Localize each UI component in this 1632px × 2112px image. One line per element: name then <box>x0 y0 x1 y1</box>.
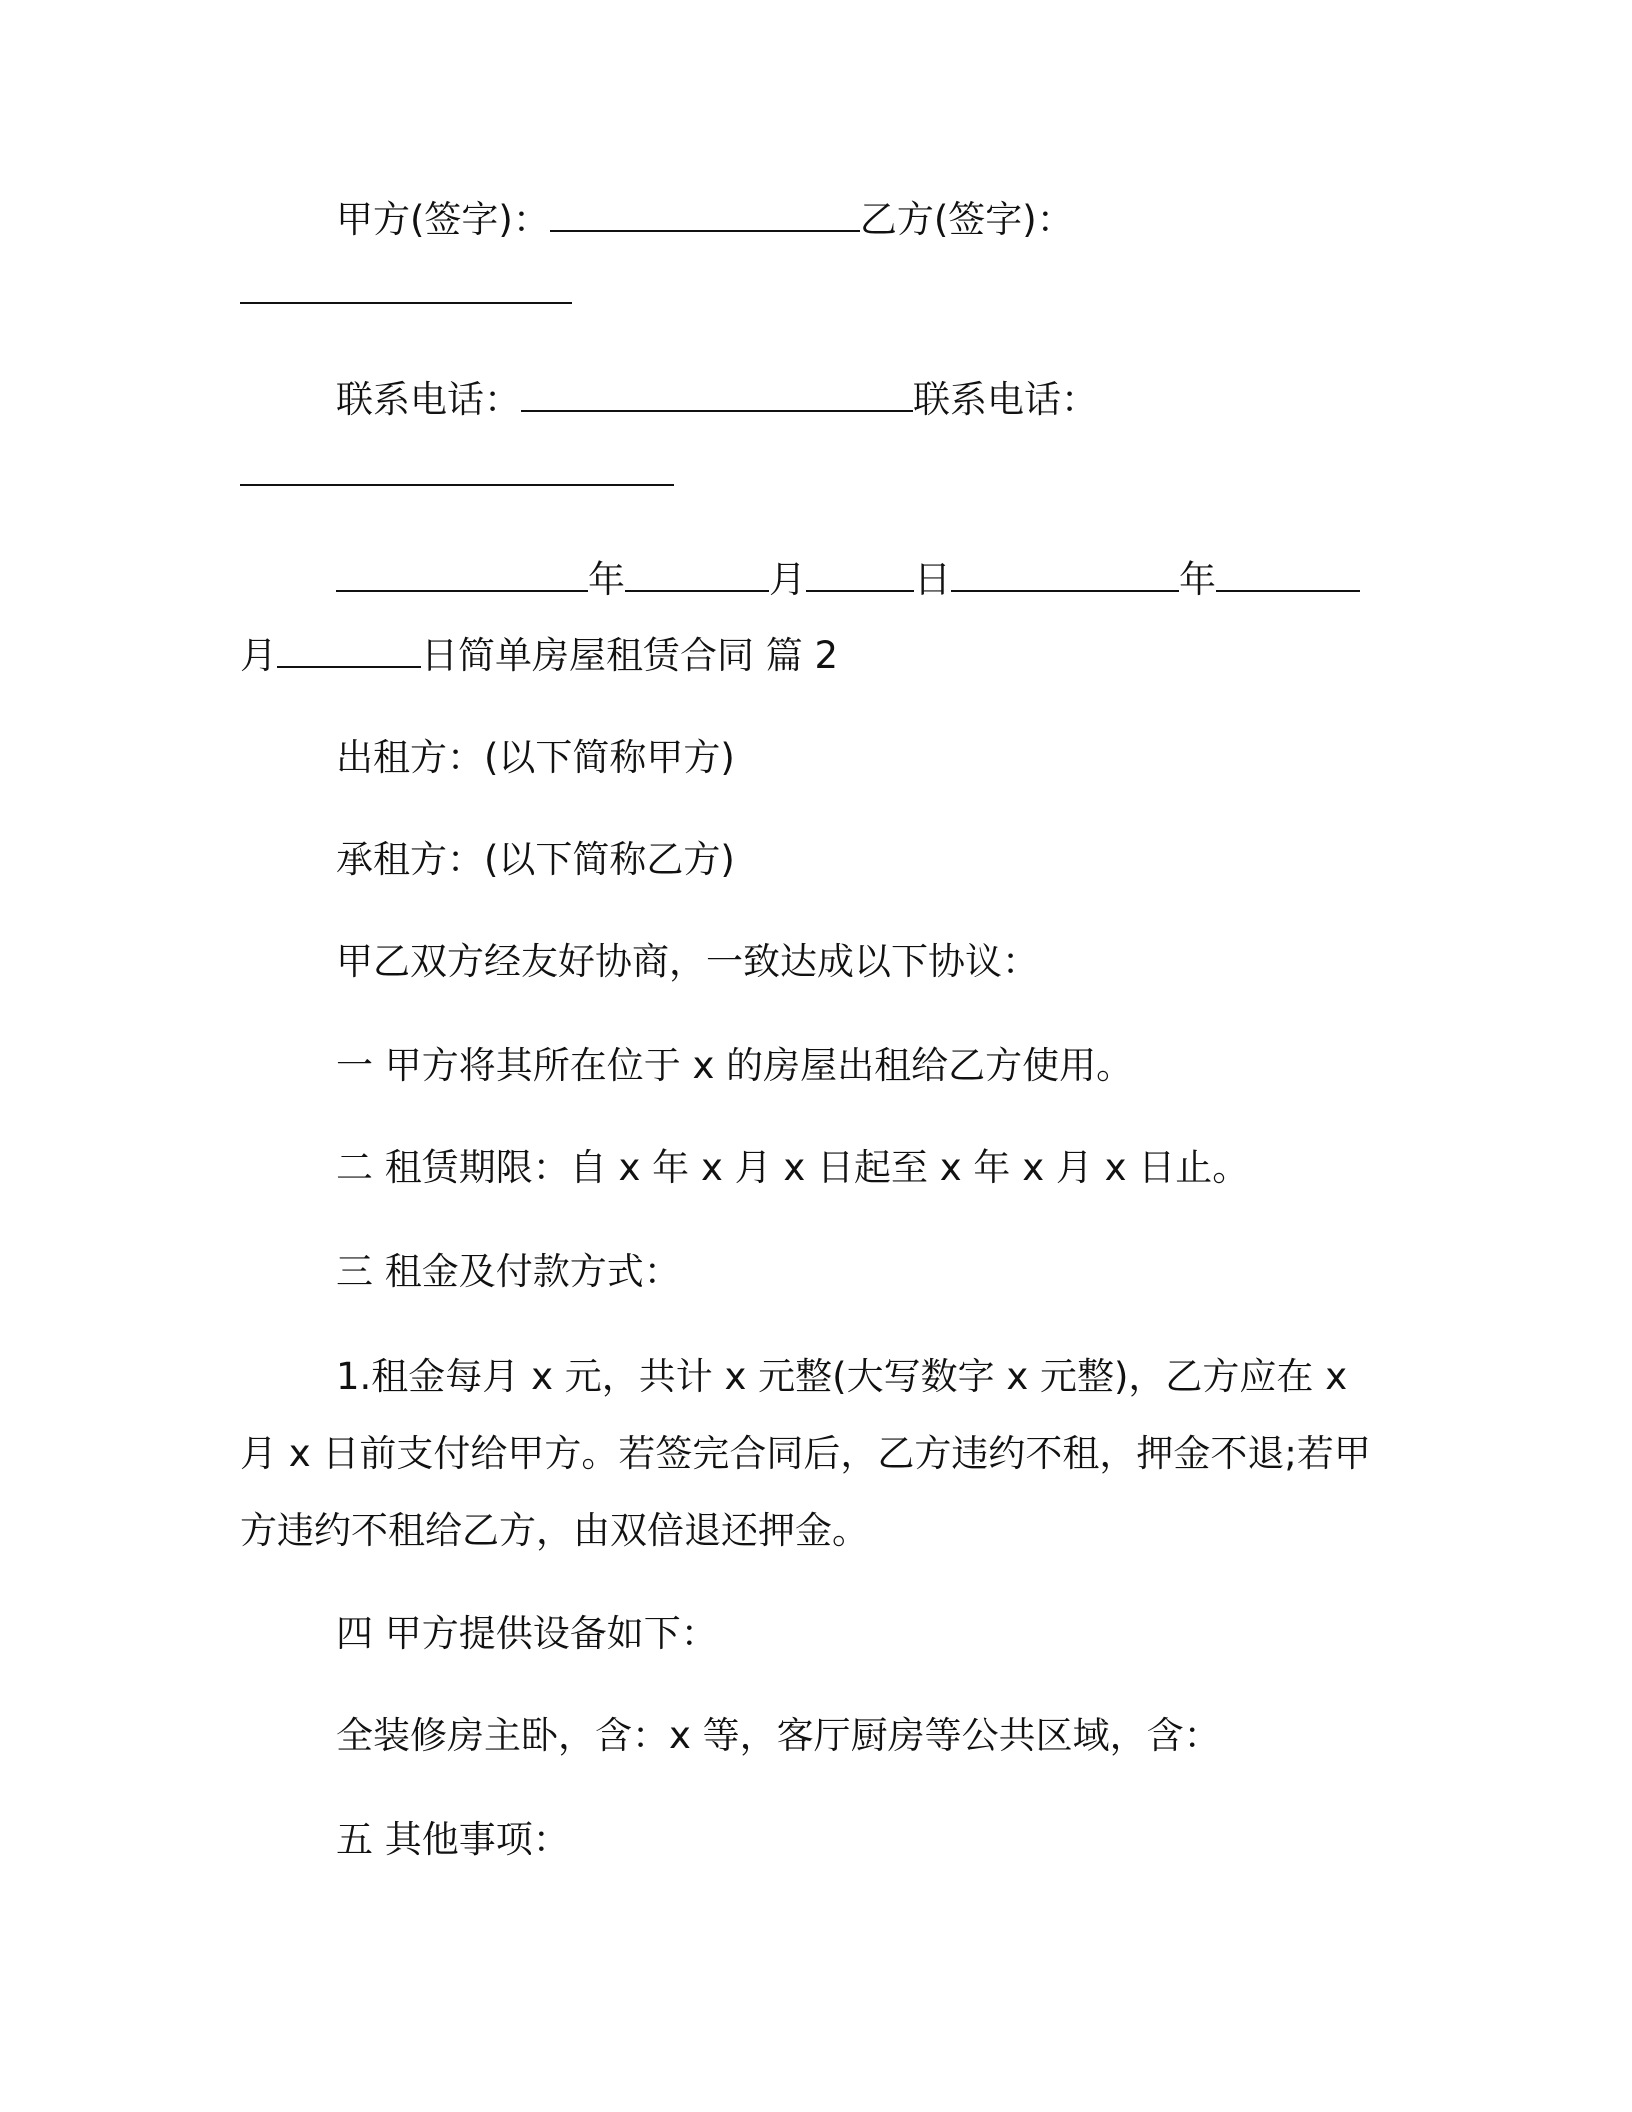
day-blank-b <box>277 632 421 668</box>
year-blank-a <box>336 556 588 592</box>
party-a-phone-label: 联系电话： <box>336 378 521 421</box>
day-label-a: 日 <box>914 558 951 601</box>
party-a-sign-label: 甲方(签字)： <box>336 198 550 241</box>
intro-line: 甲乙双方经友好协商，一致达成以下协议： <box>336 940 1039 983</box>
year-label-a: 年 <box>588 558 625 601</box>
party-b-sign-blank <box>240 268 572 304</box>
clause-1: 一 甲方将其所在位于 x 的房屋出租给乙方使用。 <box>336 1044 1134 1087</box>
year-blank-b <box>951 556 1179 592</box>
day-label-b: 日 <box>421 634 458 677</box>
equipment-line: 全装修房主卧，含：x 等，客厅厨房等公共区域，含： <box>336 1714 1221 1757</box>
clause-2: 二 租赁期限：自 x 年 x 月 x 日起至 x 年 x 月 x 日止。 <box>336 1146 1250 1189</box>
date-line <box>240 556 1476 604</box>
month-blank-a <box>625 556 769 592</box>
phone-line-cont <box>240 450 1380 498</box>
month-label-b: 月 <box>240 634 277 677</box>
clause-3-1: 1.租金每月 x 元，共计 x 元整(大写数字 x 元整)，乙方应在 x 月 x 日前支付给甲方。若签完合同后，乙方违约不租，押金不退;若甲方违约不租给乙方，由双倍退还押金。 <box>240 1355 1371 1552</box>
clause-5: 五 其他事项： <box>336 1818 570 1861</box>
signature-line-cont <box>240 268 1380 316</box>
signature-line <box>240 196 1476 244</box>
day-blank-a <box>806 556 914 592</box>
month-blank-b <box>1216 556 1360 592</box>
lessee-line: 承租方：(以下简称乙方) <box>336 838 735 881</box>
month-label-a: 月 <box>769 558 806 601</box>
date-line-cont <box>240 632 1380 680</box>
party-a-phone-blank <box>521 376 913 412</box>
party-b-sign-label: 乙方(签字)： <box>859 198 1074 241</box>
party-b-phone-label: 联系电话： <box>913 378 1098 421</box>
lessor-line: 出租方：(以下简称甲方) <box>336 736 735 779</box>
section-title: 简单房屋租赁合同 篇 2 <box>458 634 839 677</box>
clause-3: 三 租金及付款方式： <box>336 1250 681 1293</box>
clause-4: 四 甲方提供设备如下： <box>336 1612 718 1655</box>
year-label-b: 年 <box>1179 558 1216 601</box>
party-b-phone-blank <box>240 450 674 486</box>
party-a-sign-blank <box>550 196 860 232</box>
phone-line <box>240 376 1476 424</box>
